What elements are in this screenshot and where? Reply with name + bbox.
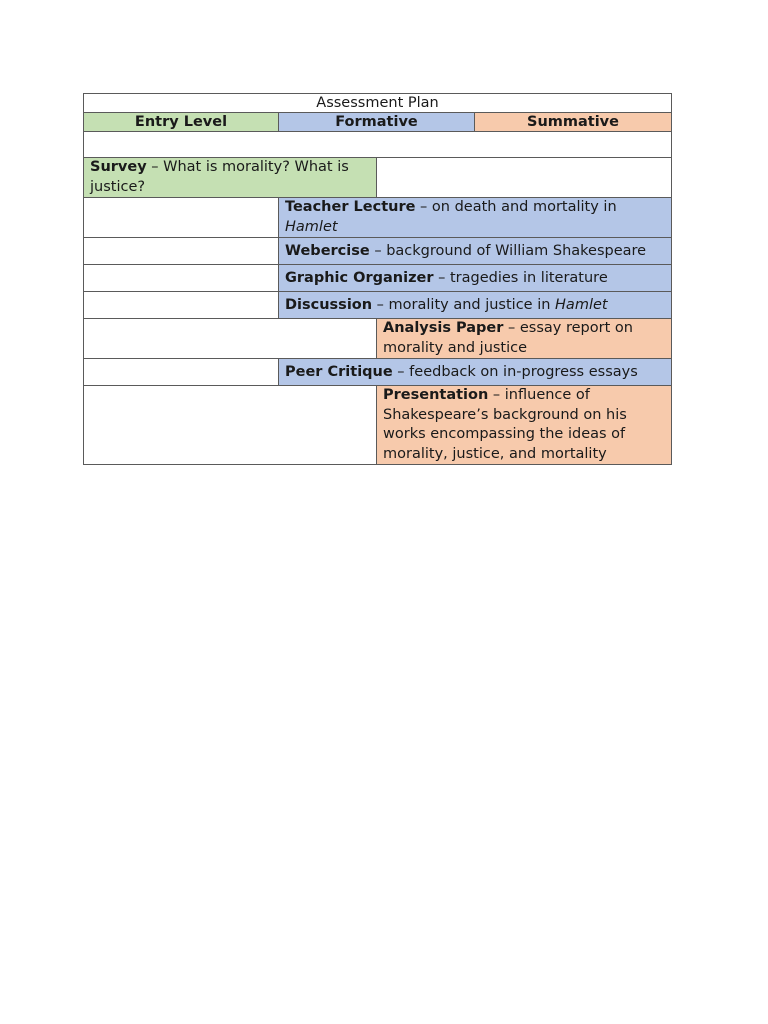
graphic-organizer-desc: tragedies in literature [449,270,608,286]
empty-cell [84,132,672,158]
header-formative: Formative [279,113,475,132]
row-analysis-paper [84,319,672,359]
peer-critique-name: Peer Critique [285,364,393,380]
survey-desc: What is morality? What is justice? [90,159,349,195]
peer-critique-cell [279,359,672,386]
spacer-row [84,132,672,158]
survey-cell [84,158,377,198]
survey-name: Survey [90,159,147,175]
row-webercise [84,238,672,265]
row-graphic-organizer [84,265,672,292]
graphic-organizer-cell [279,265,672,292]
empty-cell [84,359,279,386]
discussion-cell [279,292,672,319]
teacher-lecture-name: Teacher Lecture [285,199,416,215]
row-survey [84,158,672,198]
assessment-plan-table [83,93,672,465]
peer-critique-sep: – [392,364,410,380]
webercise-sep: – [369,243,387,259]
empty-cell [84,386,377,465]
teacher-lecture-cell [279,198,672,238]
discussion-sep: – [372,297,389,313]
analysis-paper-name: Analysis Paper [383,320,504,336]
table-title: Assessment Plan [84,94,672,113]
empty-cell [84,198,279,238]
presentation-sep: – [488,387,505,403]
title-row [84,94,672,113]
presentation-desc: influence of Shakespeare’s background on his works encompassing the ideas of morality, justice, and mortality [383,387,627,462]
empty-cell [377,158,672,198]
discussion-italic: Hamlet [555,297,608,313]
peer-critique-desc: feedback on in-progress essays [409,364,638,380]
teacher-lecture-sep: – [415,199,432,215]
analysis-paper-desc: essay report on morality and justice [383,320,633,356]
graphic-organizer-name: Graphic Organizer [285,270,434,286]
graphic-organizer-sep: – [433,270,450,286]
empty-cell [84,265,279,292]
row-teacher-lecture [84,198,672,238]
presentation-name: Presentation [383,387,489,403]
survey-sep: – [146,159,164,175]
webercise-cell [279,238,672,265]
webercise-desc: background of William Shakespeare [386,243,647,259]
presentation-cell [377,386,672,465]
teacher-lecture-italic: Hamlet [285,218,338,235]
header-entry-level: Entry Level [84,113,279,132]
empty-cell [84,319,377,359]
header-row [84,113,672,132]
row-presentation [84,386,672,465]
header-summative: Summative [475,113,672,132]
analysis-paper-cell [377,319,672,359]
webercise-name: Webercise [285,243,370,259]
analysis-paper-sep: – [503,320,520,336]
teacher-lecture-desc: on death and mortality in [431,199,617,215]
empty-cell [84,238,279,265]
row-peer-critique [84,359,672,386]
row-discussion [84,292,672,319]
discussion-desc: morality and justice in [388,297,556,313]
discussion-name: Discussion [285,297,373,313]
empty-cell [84,292,279,319]
